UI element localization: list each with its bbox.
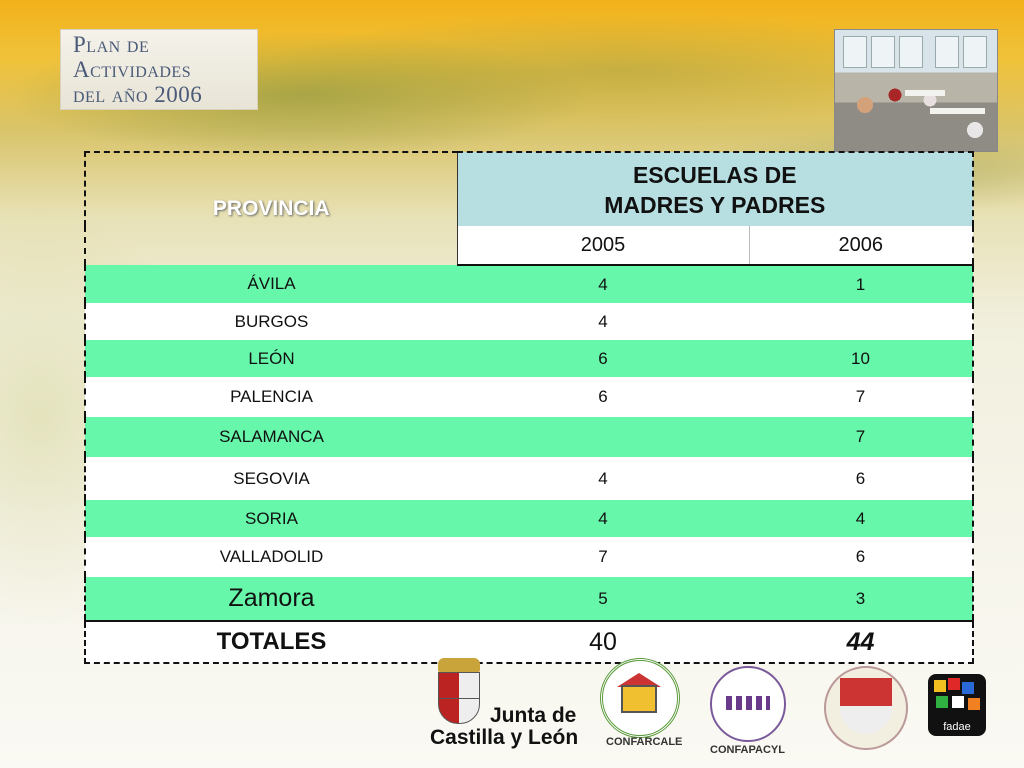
title-line-3: del año 2006 [73,82,203,107]
cell-2005: 6 [457,377,749,417]
totals-2005: 40 [457,621,749,663]
junta-castilla-leon-logo [426,656,586,750]
header-year-2005: 2005 [457,226,749,265]
cell-2006: 7 [749,417,973,457]
logo-tile-icon [948,678,960,690]
confapacyl-logo [710,666,786,742]
header-escuelas-line-2: MADRES Y PADRES [604,191,826,218]
confapacyl-label: CONFAPACYL [710,744,785,756]
confarcale-logo [600,658,680,738]
cell-provincia: SALAMANCA [85,417,457,457]
logo-tile-icon [952,696,964,708]
cell-2005: 7 [457,537,749,577]
cell-2005: 4 [457,500,749,537]
cell-2006: 6 [749,457,973,500]
cell-2005: 4 [457,303,749,340]
photo-window [963,36,987,68]
plan-title-box [60,29,258,110]
header-escuelas [457,152,973,226]
photo-desk [930,108,985,114]
house-icon [621,685,657,713]
header-provincia: PROVINCIA [85,152,457,265]
cell-2005: 6 [457,340,749,377]
table-row [85,377,973,417]
cell-2005: 4 [457,265,749,303]
logo-tile-icon [936,696,948,708]
photo-window [871,36,895,68]
crown-icon [438,658,480,672]
cell-provincia: VALLADOLID [85,537,457,577]
title-line-2: Actividades [73,57,192,82]
fadae-logo [928,674,986,736]
cell-provincia: PALENCIA [85,377,457,417]
confarcale-label: CONFARCALE [606,736,683,748]
logo-tile-icon [968,698,980,710]
cell-2005: 4 [457,457,749,500]
totals-2006: 44 [749,621,973,663]
fadae-label: fadae [943,721,971,733]
cell-provincia: ÁVILA [85,265,457,303]
totals-label: TOTALES [85,621,457,663]
table-row [85,500,973,537]
title-line-1: Plan de [73,32,150,57]
jcyl-line-2: Castilla y León [430,726,579,749]
classroom-photo [834,29,998,152]
table-row [85,417,973,457]
seal-shield-icon [840,678,892,734]
cell-2005: 5 [457,577,749,621]
cell-2006: 4 [749,500,973,537]
cell-provincia: LEÓN [85,340,457,377]
cell-2006 [749,303,973,340]
photo-window [843,36,867,68]
cell-2006: 10 [749,340,973,377]
coat-of-arms-icon [438,672,480,724]
logo-tile-icon [962,682,974,694]
escuelas-table [84,151,974,664]
photo-window [899,36,923,68]
confapa-seal-logo [824,666,908,750]
table-row [85,303,973,340]
table-row [85,265,973,303]
photo-desk [905,90,945,96]
cell-2006: 3 [749,577,973,621]
cell-2006: 7 [749,377,973,417]
table-row [85,577,973,621]
people-icon [726,696,770,710]
cell-2006: 6 [749,537,973,577]
photo-window [935,36,959,68]
cell-provincia: SEGOVIA [85,457,457,500]
cell-2006: 1 [749,265,973,303]
table-row [85,457,973,500]
header-escuelas-line-1: ESCUELAS DE [632,161,797,188]
cell-provincia: BURGOS [85,303,457,340]
jcyl-line-1: Junta de [490,704,577,727]
table-row [85,537,973,577]
sponsor-logos [420,656,1020,766]
logo-tile-icon [934,680,946,692]
cell-provincia: Zamora [85,577,457,621]
cell-provincia: SORIA [85,500,457,537]
cell-2005 [457,417,749,457]
header-year-2006: 2006 [749,226,973,265]
table-row [85,340,973,377]
